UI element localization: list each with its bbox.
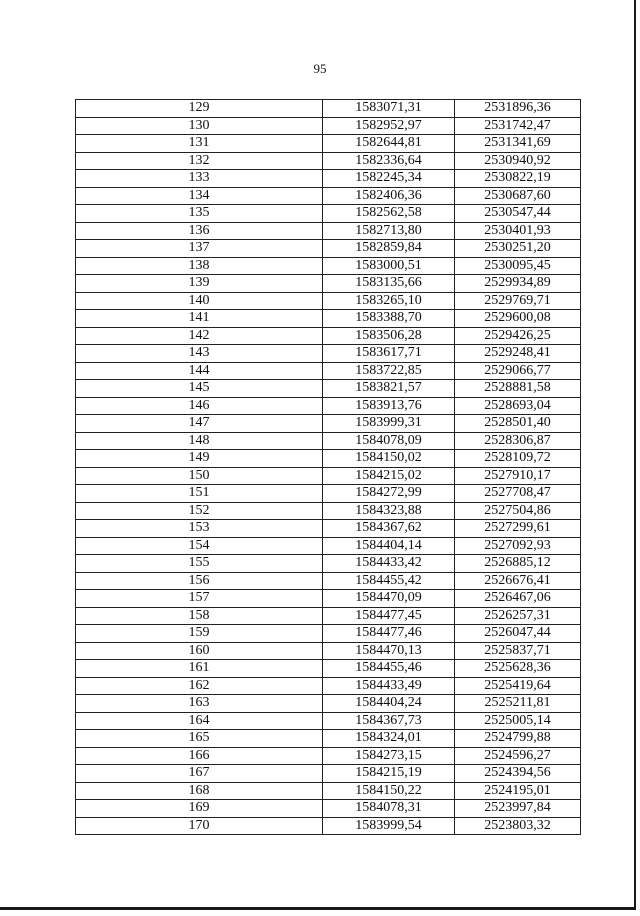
x-coordinate-cell: 1583265,10 <box>323 292 455 310</box>
point-number-cell: 163 <box>76 695 323 713</box>
point-number-cell: 142 <box>76 327 323 345</box>
y-coordinate-cell: 2524195,01 <box>455 782 581 800</box>
point-number-cell: 154 <box>76 537 323 555</box>
table-row <box>76 292 581 310</box>
y-coordinate-cell: 2528306,87 <box>455 432 581 450</box>
point-number-cell: 131 <box>76 135 323 153</box>
table-row <box>76 607 581 625</box>
y-coordinate-cell: 2530547,44 <box>455 205 581 223</box>
point-number-cell: 166 <box>76 747 323 765</box>
point-number-cell: 167 <box>76 765 323 783</box>
y-coordinate-cell: 2526467,06 <box>455 590 581 608</box>
point-number-cell: 132 <box>76 152 323 170</box>
point-number-cell: 136 <box>76 222 323 240</box>
y-coordinate-cell: 2530687,60 <box>455 187 581 205</box>
x-coordinate-cell: 1584323,88 <box>323 502 455 520</box>
point-number-cell: 152 <box>76 502 323 520</box>
table-row <box>76 100 581 118</box>
point-number-cell: 150 <box>76 467 323 485</box>
x-coordinate-cell: 1582859,84 <box>323 240 455 258</box>
point-number-cell: 162 <box>76 677 323 695</box>
point-number-cell: 130 <box>76 117 323 135</box>
point-number-cell: 164 <box>76 712 323 730</box>
x-coordinate-cell: 1584470,13 <box>323 642 455 660</box>
y-coordinate-cell: 2525628,36 <box>455 660 581 678</box>
point-number-cell: 170 <box>76 817 323 835</box>
x-coordinate-cell: 1583506,28 <box>323 327 455 345</box>
y-coordinate-cell: 2529769,71 <box>455 292 581 310</box>
x-coordinate-cell: 1584078,09 <box>323 432 455 450</box>
table-row <box>76 642 581 660</box>
page-number: 95 <box>313 61 327 76</box>
table-row <box>76 135 581 153</box>
table-row <box>76 537 581 555</box>
y-coordinate-cell: 2528881,58 <box>455 380 581 398</box>
point-number-cell: 149 <box>76 450 323 468</box>
point-number-cell: 155 <box>76 555 323 573</box>
x-coordinate-cell: 1584455,46 <box>323 660 455 678</box>
point-number-cell: 151 <box>76 485 323 503</box>
x-coordinate-cell: 1583999,54 <box>323 817 455 835</box>
table-row <box>76 712 581 730</box>
point-number-cell: 147 <box>76 415 323 433</box>
table-row <box>76 222 581 240</box>
y-coordinate-cell: 2527092,93 <box>455 537 581 555</box>
table-row <box>76 590 581 608</box>
x-coordinate-cell: 1584324,01 <box>323 730 455 748</box>
point-number-cell: 140 <box>76 292 323 310</box>
table-row <box>76 397 581 415</box>
table-row <box>76 205 581 223</box>
table-row <box>76 345 581 363</box>
table-row <box>76 310 581 328</box>
point-number-cell: 161 <box>76 660 323 678</box>
point-number-cell: 144 <box>76 362 323 380</box>
y-coordinate-cell: 2529066,77 <box>455 362 581 380</box>
table-row <box>76 327 581 345</box>
x-coordinate-cell: 1582644,81 <box>323 135 455 153</box>
point-number-cell: 156 <box>76 572 323 590</box>
point-number-cell: 134 <box>76 187 323 205</box>
table-row <box>76 450 581 468</box>
x-coordinate-cell: 1582406,36 <box>323 187 455 205</box>
table-row <box>76 485 581 503</box>
table-row <box>76 730 581 748</box>
x-coordinate-cell: 1582952,97 <box>323 117 455 135</box>
table-row <box>76 380 581 398</box>
y-coordinate-cell: 2530251,20 <box>455 240 581 258</box>
y-coordinate-cell: 2531341,69 <box>455 135 581 153</box>
point-number-cell: 168 <box>76 782 323 800</box>
y-coordinate-cell: 2524394,56 <box>455 765 581 783</box>
x-coordinate-cell: 1583000,51 <box>323 257 455 275</box>
table-row <box>76 117 581 135</box>
y-coordinate-cell: 2525005,14 <box>455 712 581 730</box>
point-number-cell: 133 <box>76 170 323 188</box>
point-number-cell: 145 <box>76 380 323 398</box>
x-coordinate-cell: 1582713,80 <box>323 222 455 240</box>
y-coordinate-cell: 2528693,04 <box>455 397 581 415</box>
y-coordinate-cell: 2525419,64 <box>455 677 581 695</box>
table-row <box>76 695 581 713</box>
x-coordinate-cell: 1584215,02 <box>323 467 455 485</box>
y-coordinate-cell: 2530822,19 <box>455 170 581 188</box>
y-coordinate-cell: 2531742,47 <box>455 117 581 135</box>
point-number-cell: 143 <box>76 345 323 363</box>
point-number-cell: 153 <box>76 520 323 538</box>
y-coordinate-cell: 2523997,84 <box>455 800 581 818</box>
table-row <box>76 800 581 818</box>
point-number-cell: 157 <box>76 590 323 608</box>
x-coordinate-cell: 1583071,31 <box>323 100 455 118</box>
x-coordinate-cell: 1584367,62 <box>323 520 455 538</box>
table-row <box>76 415 581 433</box>
x-coordinate-cell: 1582562,58 <box>323 205 455 223</box>
y-coordinate-cell: 2530401,93 <box>455 222 581 240</box>
table-row <box>76 677 581 695</box>
point-number-cell: 138 <box>76 257 323 275</box>
x-coordinate-cell: 1584433,42 <box>323 555 455 573</box>
table-row <box>76 572 581 590</box>
point-number-cell: 158 <box>76 607 323 625</box>
x-coordinate-cell: 1583135,66 <box>323 275 455 293</box>
table-row <box>76 817 581 835</box>
x-coordinate-cell: 1582245,34 <box>323 170 455 188</box>
x-coordinate-cell: 1584078,31 <box>323 800 455 818</box>
y-coordinate-cell: 2529934,89 <box>455 275 581 293</box>
x-coordinate-cell: 1584470,09 <box>323 590 455 608</box>
y-coordinate-cell: 2523803,32 <box>455 817 581 835</box>
point-number-cell: 146 <box>76 397 323 415</box>
table-row <box>76 257 581 275</box>
y-coordinate-cell: 2525837,71 <box>455 642 581 660</box>
x-coordinate-cell: 1584273,15 <box>323 747 455 765</box>
coordinates-table-body <box>76 100 581 835</box>
table-row <box>76 520 581 538</box>
coordinates-table <box>75 99 581 835</box>
x-coordinate-cell: 1583913,76 <box>323 397 455 415</box>
x-coordinate-cell: 1584215,19 <box>323 765 455 783</box>
table-row <box>76 625 581 643</box>
table-row <box>76 467 581 485</box>
y-coordinate-cell: 2526047,44 <box>455 625 581 643</box>
table-row <box>76 152 581 170</box>
point-number-cell: 160 <box>76 642 323 660</box>
point-number-cell: 148 <box>76 432 323 450</box>
x-coordinate-cell: 1584455,42 <box>323 572 455 590</box>
table-row <box>76 660 581 678</box>
x-coordinate-cell: 1584150,22 <box>323 782 455 800</box>
y-coordinate-cell: 2527299,61 <box>455 520 581 538</box>
y-coordinate-cell: 2529426,25 <box>455 327 581 345</box>
x-coordinate-cell: 1583821,57 <box>323 380 455 398</box>
x-coordinate-cell: 1584433,49 <box>323 677 455 695</box>
y-coordinate-cell: 2527910,17 <box>455 467 581 485</box>
point-number-cell: 141 <box>76 310 323 328</box>
y-coordinate-cell: 2524799,88 <box>455 730 581 748</box>
x-coordinate-cell: 1584272,99 <box>323 485 455 503</box>
x-coordinate-cell: 1584404,14 <box>323 537 455 555</box>
x-coordinate-cell: 1584404,24 <box>323 695 455 713</box>
x-coordinate-cell: 1584367,73 <box>323 712 455 730</box>
table-row <box>76 765 581 783</box>
point-number-cell: 129 <box>76 100 323 118</box>
x-coordinate-cell: 1583722,85 <box>323 362 455 380</box>
x-coordinate-cell: 1583999,31 <box>323 415 455 433</box>
table-row <box>76 747 581 765</box>
y-coordinate-cell: 2525211,81 <box>455 695 581 713</box>
y-coordinate-cell: 2531896,36 <box>455 100 581 118</box>
x-coordinate-cell: 1582336,64 <box>323 152 455 170</box>
y-coordinate-cell: 2529600,08 <box>455 310 581 328</box>
x-coordinate-cell: 1584477,46 <box>323 625 455 643</box>
y-coordinate-cell: 2530095,45 <box>455 257 581 275</box>
y-coordinate-cell: 2526885,12 <box>455 555 581 573</box>
point-number-cell: 139 <box>76 275 323 293</box>
y-coordinate-cell: 2528501,40 <box>455 415 581 433</box>
point-number-cell: 159 <box>76 625 323 643</box>
table-row <box>76 782 581 800</box>
point-number-cell: 169 <box>76 800 323 818</box>
table-row <box>76 432 581 450</box>
point-number-cell: 135 <box>76 205 323 223</box>
point-number-cell: 137 <box>76 240 323 258</box>
y-coordinate-cell: 2527708,47 <box>455 485 581 503</box>
x-coordinate-cell: 1583617,71 <box>323 345 455 363</box>
y-coordinate-cell: 2524596,27 <box>455 747 581 765</box>
table-row <box>76 555 581 573</box>
point-number-cell: 165 <box>76 730 323 748</box>
x-coordinate-cell: 1583388,70 <box>323 310 455 328</box>
x-coordinate-cell: 1584150,02 <box>323 450 455 468</box>
y-coordinate-cell: 2528109,72 <box>455 450 581 468</box>
y-coordinate-cell: 2526257,31 <box>455 607 581 625</box>
y-coordinate-cell: 2526676,41 <box>455 572 581 590</box>
table-row <box>76 362 581 380</box>
y-coordinate-cell: 2530940,92 <box>455 152 581 170</box>
table-row <box>76 240 581 258</box>
table-row <box>76 187 581 205</box>
table-row <box>76 170 581 188</box>
x-coordinate-cell: 1584477,45 <box>323 607 455 625</box>
y-coordinate-cell: 2527504,86 <box>455 502 581 520</box>
y-coordinate-cell: 2529248,41 <box>455 345 581 363</box>
table-row <box>76 275 581 293</box>
table-row <box>76 502 581 520</box>
